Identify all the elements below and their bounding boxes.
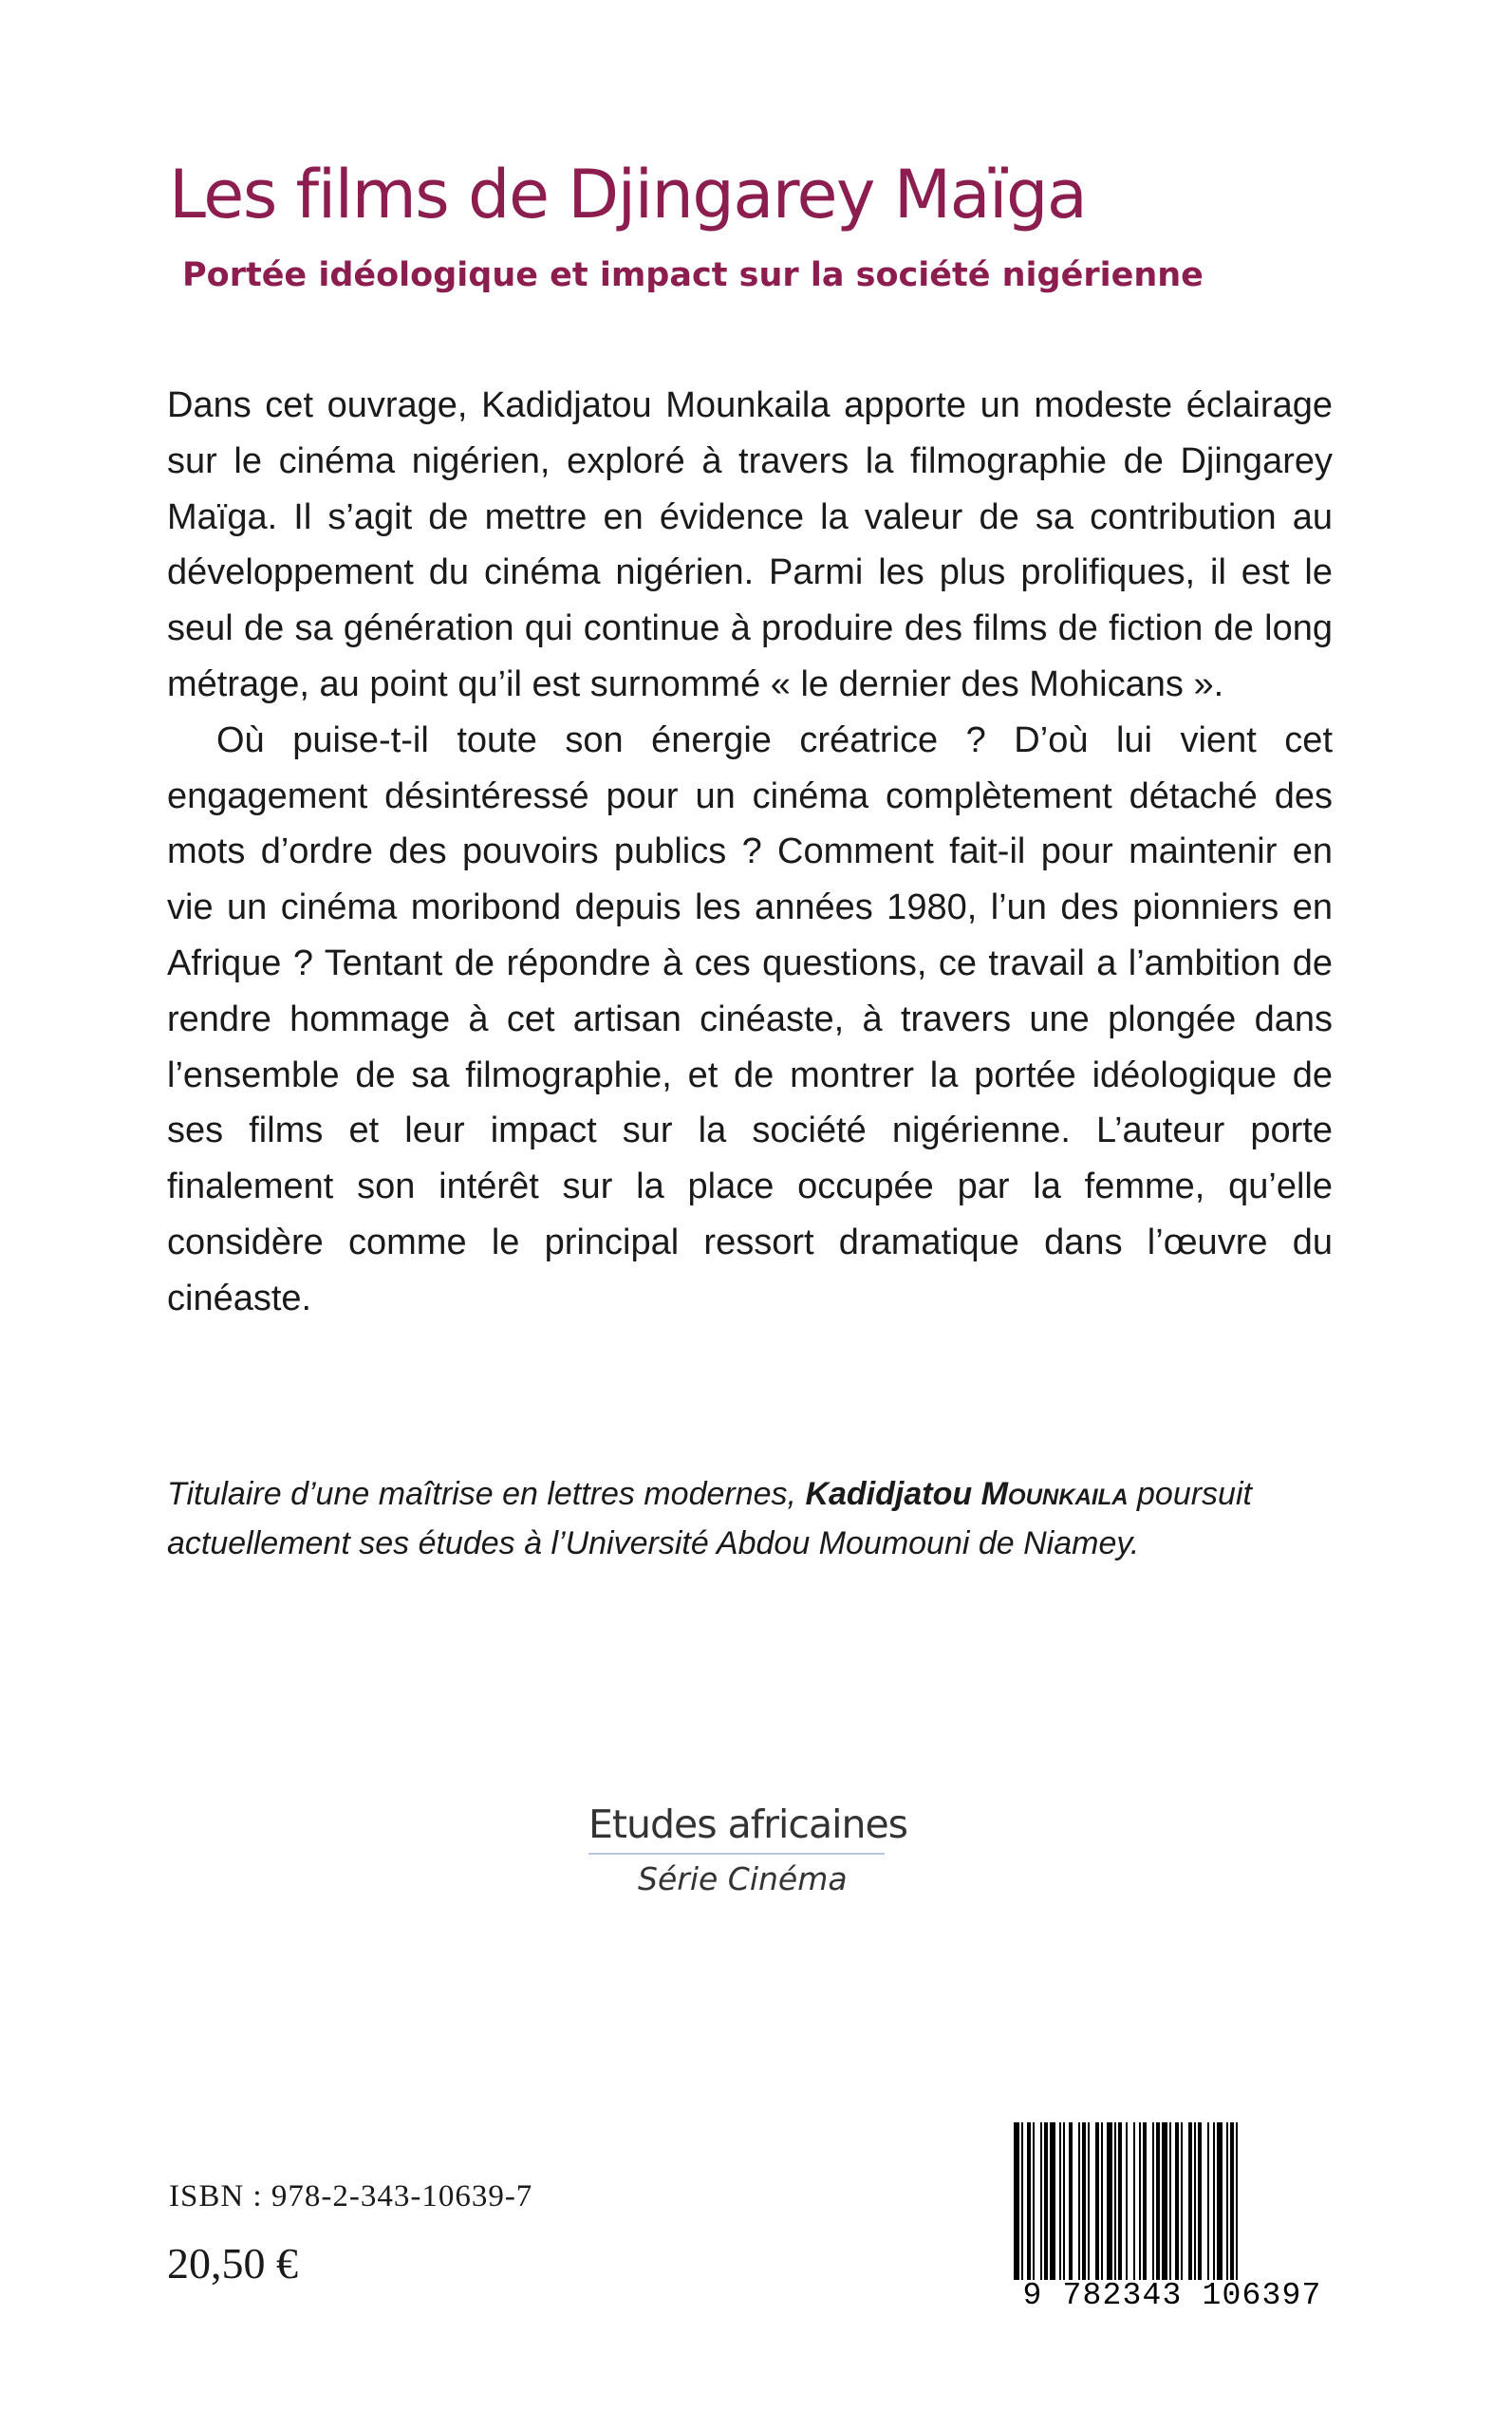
series-subtitle: Série Cinéma <box>638 1860 848 1897</box>
book-title: Les films de Djingarey Maïga <box>169 156 1087 233</box>
series-block <box>588 1802 908 1897</box>
author-bio-intro: Titulaire d’une maîtrise en lettres modernes, <box>167 1476 806 1512</box>
summary-paragraph-2: Où puise-t-il toute son énergie créatrice ? D’où lui vient cet engagement désintéressé pour un cinéma complètement détaché des mots d’ordre des pouvoirs publics ? Comment fait-il pour maintenir en vie un cinéma moribond depuis les années 1980, l’un des pionniers en Afrique ? Tentant de répondre à ces questions, ce travail a l’ambition de rendre hommage à cet artisan cinéaste, à travers une plongée dans l’ensemble de sa filmographie, et de montrer la portée idéologique de ses films et leur impact sur la société nigérienne. L’auteur porte finalement son intérêt sur la place occupée par la femme, qu’elle considère comme le principal ressort dramatique dans l’œuvre du cinéaste. <box>167 719 1333 1318</box>
series-name: Etudes africaines <box>588 1802 908 1847</box>
barcode-digits: 9 782343 106397 <box>1008 2280 1336 2312</box>
summary-text <box>167 378 1333 1327</box>
author-bio-outro: poursuit actuellement ses études à l’Université Abdou Moumouni de Niamey. <box>167 1476 1252 1561</box>
series-divider <box>588 1853 885 1855</box>
author-first-name: Kadidjatou <box>805 1476 973 1512</box>
book-subtitle: Portée idéologique et impact sur la société nigérienne <box>182 256 1204 294</box>
author-surname: Mounkaila <box>980 1476 1129 1512</box>
price-label: 20,50 € <box>167 2239 298 2288</box>
summary-paragraph-1: Dans cet ouvrage, Kadidjatou Mounkaila apporte un modeste éclairage sur le cinéma nigérien, exploré à travers la filmographie de Djingarey Maïga. Il s’agit de mettre en évidence la valeur de sa contribution au développement du cinéma nigérien. Parmi les plus prolifiques, il est le seul de sa génération qui continue à produire des films de fiction de long métrage, au point qu’il est surnommé « le dernier des Mohicans ». <box>167 385 1333 704</box>
barcode <box>1008 2122 1336 2312</box>
isbn-number: ISBN : 978-2-343-10639-7 <box>169 2179 533 2213</box>
author-bio <box>167 1469 1335 1568</box>
